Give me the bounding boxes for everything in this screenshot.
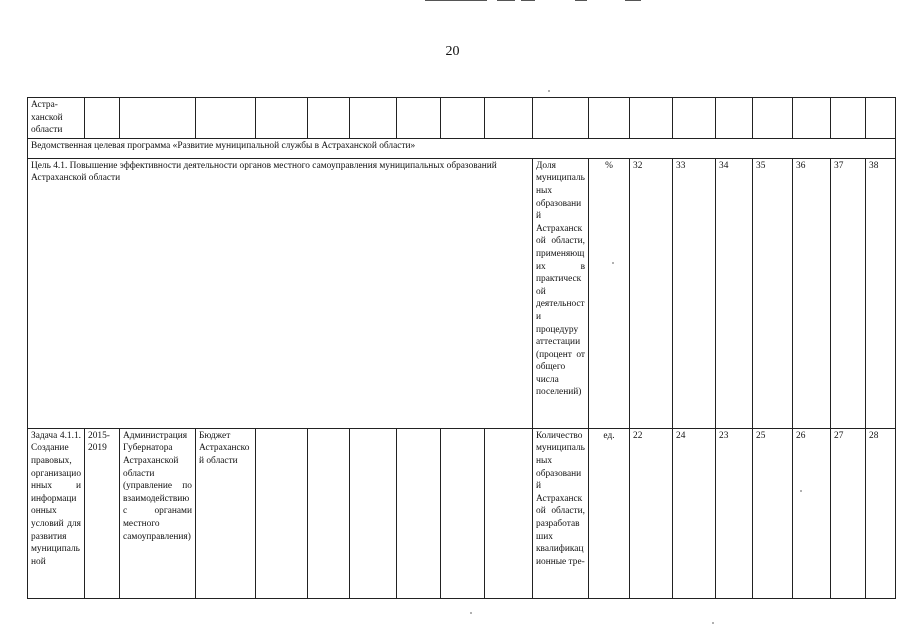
task-value-1: 22 <box>630 428 673 598</box>
table-row-task <box>28 428 896 598</box>
table-row-region <box>28 98 896 139</box>
task-value-3: 23 <box>716 428 753 598</box>
goal-value-4: 35 <box>753 158 793 428</box>
scan-speck <box>548 90 550 92</box>
task-value-2: 24 <box>673 428 716 598</box>
goal-indicator: Доля муниципальных образований Астраханской области, применяющих в практической деятельности процедуру аттестации (процент от общего числа поселений) <box>533 158 589 428</box>
indicator-table <box>27 97 896 599</box>
scan-speck <box>470 612 472 614</box>
scan-top-marks <box>425 0 645 4</box>
goal-text: Цель 4.1. Повышение эффективности деятельности органов местного самоуправления муниципальных образований Астраханской области <box>28 158 533 428</box>
region-cell: Астра-ханской области <box>28 98 85 139</box>
goal-unit: % <box>589 158 630 428</box>
goal-value-1: 32 <box>630 158 673 428</box>
task-text: Задача 4.1.1. Создание правовых, организационных и информационных условий для развития муниципальной <box>28 428 85 598</box>
task-value-4: 25 <box>753 428 793 598</box>
scan-speck <box>800 490 802 492</box>
goal-value-2: 33 <box>673 158 716 428</box>
scan-speck <box>612 262 614 264</box>
goal-value-6: 37 <box>831 158 866 428</box>
goal-value-3: 34 <box>716 158 753 428</box>
task-source: Бюджет Астраханской области <box>196 428 256 598</box>
program-title: Ведомственная целевая программа «Развитие муниципальной службы в Астраханской области» <box>28 138 896 158</box>
goal-value-7: 38 <box>866 158 896 428</box>
goal-value-5: 36 <box>793 158 831 428</box>
table-row-program <box>28 138 896 158</box>
task-value-5: 26 <box>793 428 831 598</box>
task-value-7: 28 <box>866 428 896 598</box>
task-indicator: Количество муниципальных образований Астраханской области, разработавших квалификационные тре- <box>533 428 589 598</box>
task-executor: Администрация Губернатора Астраханской области (управление по взаимодействию с органами местного самоуправления) <box>120 428 196 598</box>
table-row-goal <box>28 158 896 428</box>
task-value-6: 27 <box>831 428 866 598</box>
scan-speck <box>712 622 714 624</box>
task-period: 2015-2019 <box>85 428 120 598</box>
page-number: 20 <box>445 44 460 59</box>
task-unit: ед. <box>589 428 630 598</box>
